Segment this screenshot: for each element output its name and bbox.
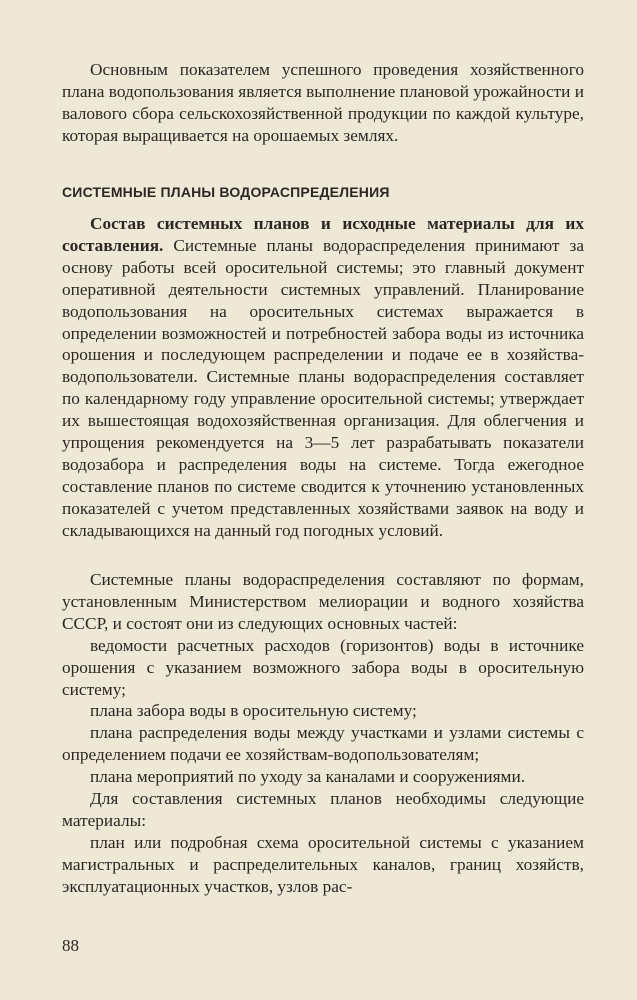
page-number: 88: [62, 936, 79, 955]
list-item: плана мероприятий по уходу за каналами и сооружениями.: [90, 767, 526, 787]
list-item: плана распределения воды между участками и узлами системы с определением подачи ее хозяйствам-водопользователям;: [62, 723, 584, 765]
list-item: план или подробная схема оросительной системы с указанием магистральных и распределительных каналов, границ хозяйств, эксплуатационных участков, узлов рас-: [62, 832, 584, 896]
list-item: плана забора воды в оросительную систему;: [90, 701, 417, 721]
list-item: ведомости расчетных расходов (горизонтов) воды в источнике орошения с указанием возможного забора воды в оросительную систему;: [62, 635, 584, 699]
paragraph-forms: Системные планы водораспределения составляют по формам, установленным Министерством мелиорации и водного хозяйства СССР, и состоят они из следующих основных частей:: [62, 570, 584, 633]
intro-paragraph: Основным показателем успешного проведения хозяйственного плана водопользования является выполнение плановой урожайности и валового сбора сельскохозяйственной продукции по каждой культуре, которая выращивается на орошаемых землях.: [62, 60, 584, 145]
content-block: [0, 569, 637, 898]
subsection-lead: Состав системных планов и исходные материалы для их составления.: [62, 214, 584, 255]
paragraph-materials: Для составления системных планов необходимы следующие материалы:: [62, 789, 584, 830]
section-heading: СИСТЕМНЫЕ ПЛАНЫ ВОДОРАСПРЕДЕЛЕНИЯ: [62, 184, 390, 200]
paragraph-system-plans-text: Системные планы водораспределения принимают за основу работы всей оросительной системы; это главный документ оперативной деятельности системных управлений. Планирование водопользования на оросительных системах выражается в определении возможностей и потребностей забора воды из источника орошения и последующем распределении и подаче ее в хозяйства-водопользователи. Системные планы водораспределения составляет по календарному году управление оросительной системы; утверждает их вышестоящая водохозяйственная организация. Для облегчения и упрощения рекомендуется на 3—5 лет разрабатывать показатели водозабора и распределения воды на системе. Тогда ежегодное составление планов по системе сводится к уточнению установленных показателей с учетом представленных хозяйствами заявок на воду и складывающихся на данный год погодных условий.: [62, 235, 584, 540]
paragraph-system-plans: [62, 213, 584, 542]
